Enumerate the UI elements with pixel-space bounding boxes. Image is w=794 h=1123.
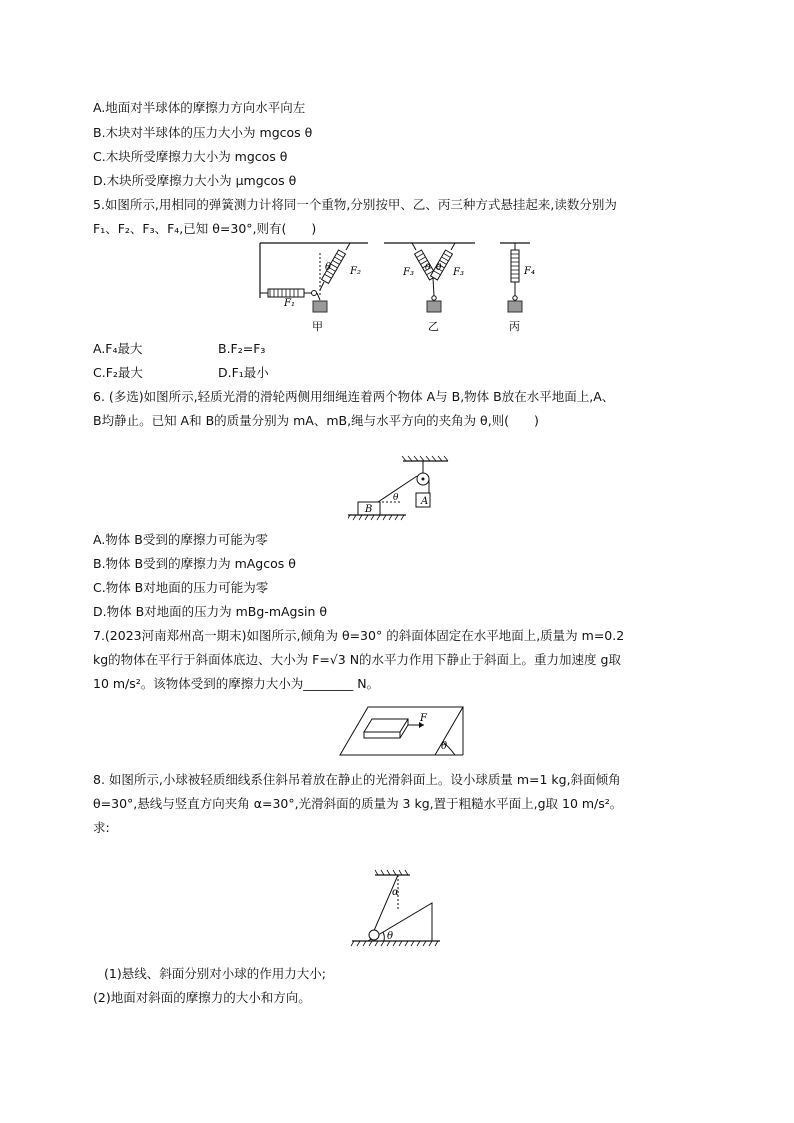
q6-fig-label-a: A [421,496,429,507]
q5-stem-line2: F₁、F₂、F₃、F₄,已知 θ=30°,则有( ) [93,221,317,236]
q8-stem-line1: 8. 如图所示,小球被轻质细线系住斜吊着放在静止的光滑斜面上。设小球质量 m=1 kg,斜面倾角 [93,772,621,787]
q7-figure-incline [338,697,468,759]
q4-option-d: D.木块所受摩擦力大小为 μmgcos θ [93,173,297,188]
q5-fig-label-f3-right: F₃ [453,267,464,278]
q6-stem-line2: B均静止。已知 A和 B的质量分别为 mA、mB,绳与水平方向的夹角为 θ,则( ) [93,413,539,428]
q8-fig-alpha: α [392,887,399,898]
q8-sub-question-1: (1)悬线、斜面分别对小球的作用力大小; [104,966,326,981]
q5-fig-theta-1: θ [325,262,332,273]
q5-fig-label-yi: 乙 [428,320,439,333]
q5-fig-label-f2: F₂ [350,266,361,277]
q7-fig-label-f: F [420,713,427,724]
q5-fig-label-jia: 甲 [312,320,323,333]
q6-option-b: B.物体 B受到的摩擦力为 mAgcos θ [93,556,296,571]
q7-stem-line3: 10 m/s²。该物体受到的摩擦力大小为________ N。 [93,676,380,691]
q7-stem-line1: 7.(2023河南郑州高一期末)如图所示,倾角为 θ=30° 的斜面体固定在水平地面上,质量为 m=0.2 [93,628,625,643]
q6-figure-pulley [348,455,458,525]
q8-figure-ball-on-incline [350,869,445,949]
q8-stem-line2: θ=30°,悬线与竖直方向夹角 α=30°,光滑斜面的质量为 3 kg,置于粗糙水平面上,g取 10 m/s²。 [93,796,623,811]
q5-option-d: D.F₁最小 [218,365,269,380]
q4-option-a: A.地面对半球体的摩擦力方向水平向左 [93,100,306,115]
q4-option-b: B.木块对半球体的压力大小为 mgcos θ [93,125,313,140]
q5-option-b: B.F₂=F₃ [218,341,266,356]
q5-option-a: A.F₄最大 [93,341,143,356]
q5-figure-spring-scales [250,238,580,338]
q6-stem-line1: 6. (多选)如图所示,轻质光滑的滑轮两侧用细绳连着两个物体 A与 B,物体 B放在水平地面上,A、 [93,389,615,404]
q5-fig-label-bing: 丙 [509,320,520,333]
q6-option-c: C.物体 B对地面的压力可能为零 [93,580,269,595]
q8-stem-line3: 求: [93,820,110,835]
q4-option-c: C.木块所受摩擦力大小为 mgcos θ [93,149,288,164]
q8-sub-question-2: (2)地面对斜面的摩擦力的大小和方向。 [93,990,311,1005]
q6-option-a: A.物体 B受到的摩擦力可能为零 [93,532,268,547]
q7-fig-theta: θ [441,741,448,752]
q6-option-d: D.物体 B对地面的压力为 mBg-mAgsin θ [93,604,328,619]
q5-fig-label-f3-left: F₃ [403,267,414,278]
q5-option-c: C.F₂最大 [93,365,143,380]
q5-fig-label-f1: F₁ [284,298,295,309]
q7-stem-line2: kg的物体在平行于斜面体底边、大小为 F=√3 N的水平力作用下静止于斜面上。重力加速度 g取 [93,652,621,667]
q5-fig-theta-2: θ [425,263,431,273]
q5-fig-theta-3: θ [436,263,442,273]
q6-fig-theta: θ [393,493,399,503]
q5-fig-label-f4: F₄ [524,266,535,277]
spring-scale-f1 [260,289,317,297]
q5-stem-line1: 5.如图所示,用相同的弹簧测力计将同一个重物,分别按甲、乙、丙三种方式悬挂起来,读数分别为 [93,197,617,212]
q6-fig-label-b: B [365,504,373,515]
q8-fig-theta: θ [387,931,394,942]
